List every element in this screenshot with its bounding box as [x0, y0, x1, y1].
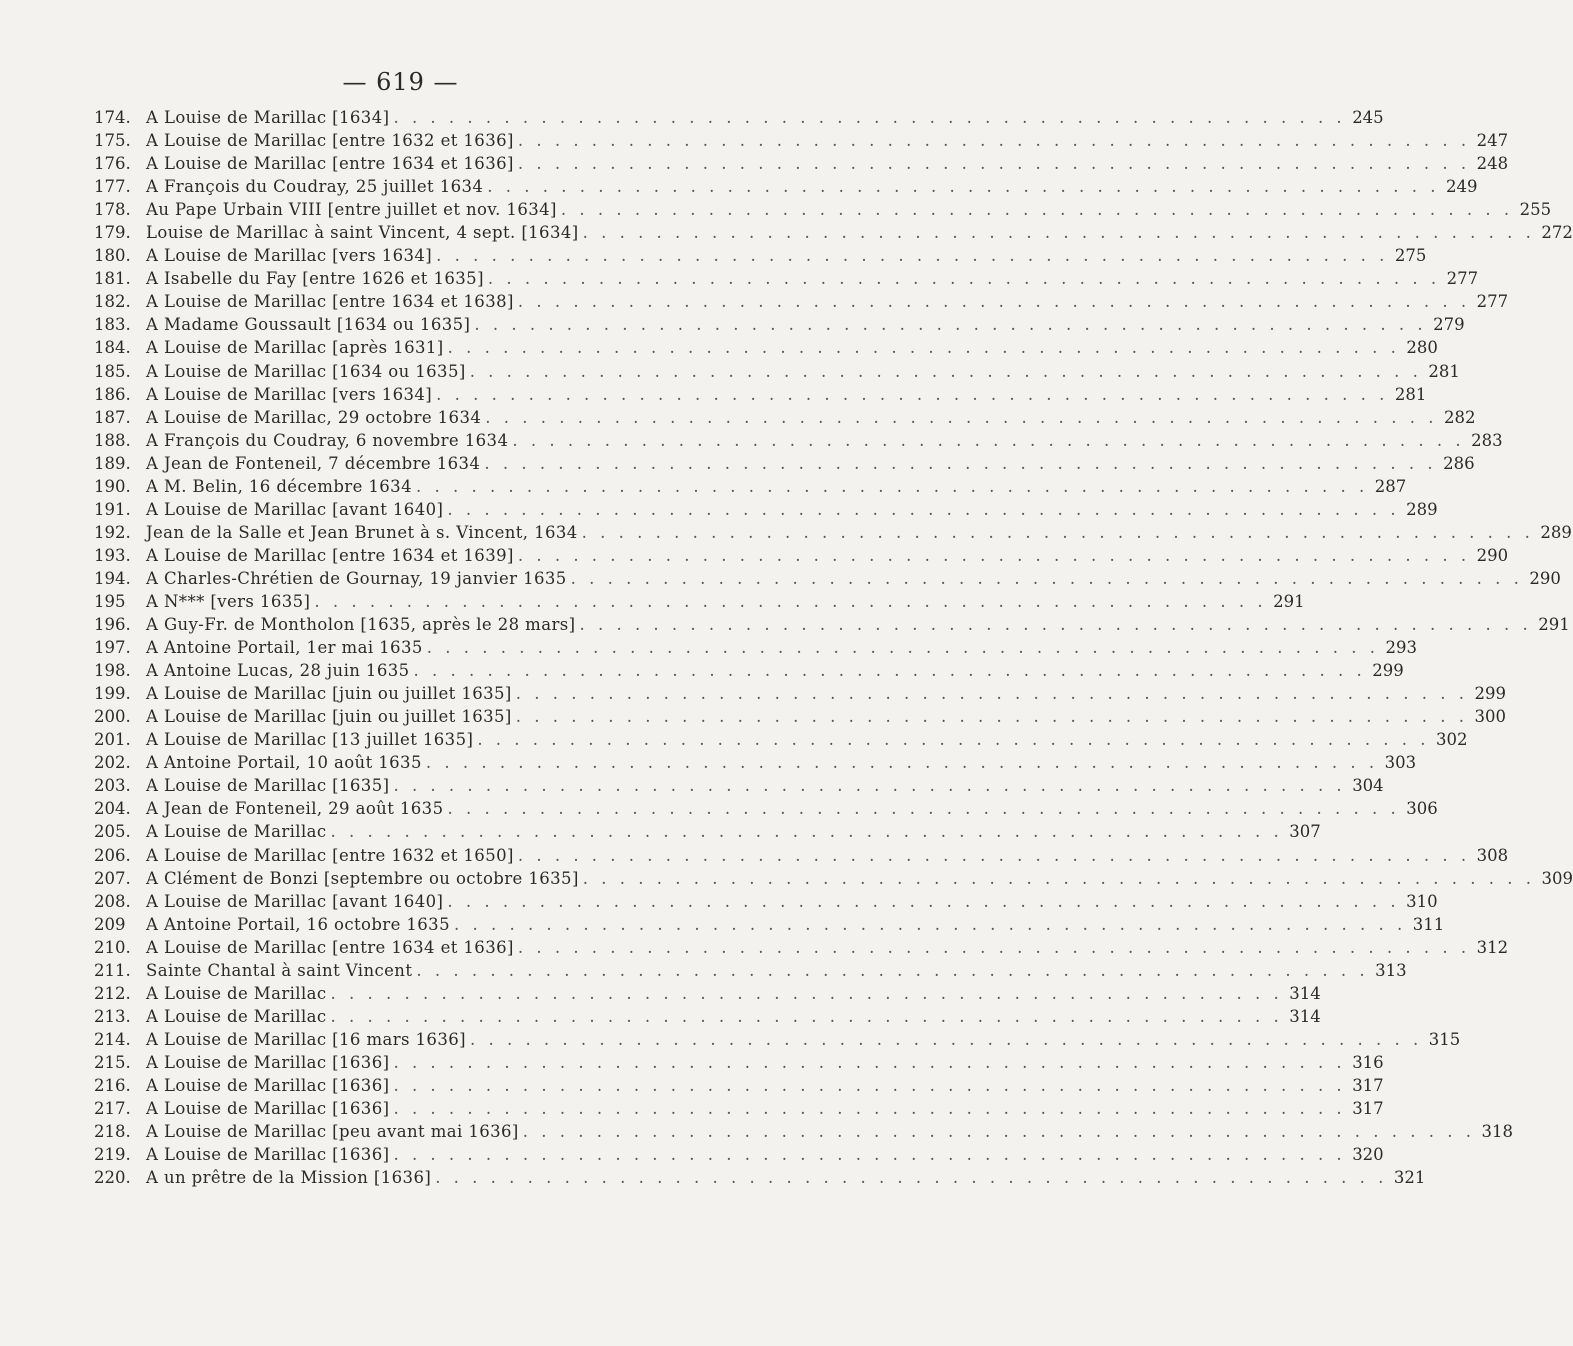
entry-page: 277: [1446, 269, 1479, 289]
toc-entry: [94, 591, 1305, 615]
page-number-header: — 619 —: [342, 68, 459, 96]
dot-leader: [474, 315, 1426, 334]
entry-page: 310: [1406, 891, 1438, 911]
entry-page: 309: [1541, 868, 1573, 888]
entry-title: A Louise de Marillac [1635]: [146, 776, 390, 796]
entry-title: A Louise de Marillac [1636]: [146, 1145, 390, 1165]
entry-number: 213.: [94, 1006, 131, 1026]
dot-leader: [393, 1099, 1345, 1118]
entry-page: 291: [1538, 615, 1570, 635]
toc-entry: [94, 638, 1417, 661]
dot-leader: [488, 269, 1440, 288]
entry-number: 178.: [94, 200, 131, 220]
toc-entry: [94, 822, 1321, 845]
dot-leader: [393, 108, 1345, 127]
entry-page: 300: [1474, 707, 1506, 727]
entry-page: 293: [1385, 638, 1417, 658]
toc-entry: [94, 1099, 1384, 1122]
dot-leader: [516, 707, 1468, 726]
entry-page: 289: [1540, 522, 1572, 542]
entry-number: 175.: [94, 131, 131, 151]
toc-entry: [94, 292, 1509, 315]
dot-leader: [518, 154, 1470, 173]
dot-leader: [518, 938, 1470, 957]
entry-page: 304: [1352, 776, 1384, 796]
dot-leader: [512, 431, 1464, 450]
toc-entry: [94, 1006, 1321, 1030]
entry-title: A Antoine Portail, 1er mai 1635: [146, 638, 423, 658]
toc-entry: [94, 684, 1506, 707]
entry-page: 307: [1289, 822, 1321, 842]
toc-entry: [94, 753, 1417, 776]
entry-page: 272: [1541, 223, 1573, 243]
entry-page: 303: [1384, 753, 1417, 773]
toc-entry: [94, 891, 1438, 915]
entry-title: A Guy-Fr. de Montholon [1635, après le 28 mars]: [146, 615, 576, 635]
toc-entry: [94, 1052, 1384, 1076]
entry-number: 189.: [94, 453, 131, 473]
entry-number: 194.: [94, 568, 131, 588]
dot-leader: [583, 869, 1535, 888]
entry-number: 200.: [94, 707, 131, 727]
dot-leader: [447, 892, 1399, 911]
toc-entry: [94, 269, 1479, 292]
entry-page: 317: [1352, 1099, 1384, 1119]
entry-title: A François du Coudray, 25 juillet 1634: [146, 177, 484, 197]
entry-page: 312: [1476, 937, 1509, 957]
toc-entry: [94, 1168, 1426, 1191]
toc-entry: [94, 937, 1509, 961]
dot-leader: [523, 1122, 1475, 1141]
entry-page: 302: [1436, 730, 1468, 750]
dot-leader: [518, 546, 1470, 565]
entry-title: A Louise de Marillac [vers 1634]: [146, 384, 433, 404]
entry-title: Louise de Marillac à saint Vincent, 4 sept. [1634]: [146, 223, 579, 243]
entry-title: A Jean de Fonteneil, 29 août 1635: [146, 799, 444, 819]
entry-page: 306: [1406, 799, 1438, 819]
dot-leader: [393, 776, 1345, 795]
entry-title: A M. Belin, 16 décembre 1634: [146, 476, 412, 496]
entry-page: 275: [1394, 246, 1427, 266]
entry-number: 179.: [94, 223, 131, 243]
dot-leader: [561, 200, 1513, 219]
entry-page: 248: [1476, 154, 1509, 174]
entry-title: A Isabelle du Fay [entre 1626 et 1635]: [146, 269, 484, 289]
toc-entry: [94, 154, 1509, 177]
entry-number: 218.: [94, 1122, 131, 1142]
dot-leader: [447, 799, 1399, 818]
entry-page: 308: [1476, 845, 1509, 865]
entry-title: A Louise de Marillac [entre 1632 et 1636]: [146, 131, 514, 151]
entry-title: A Antoine Portail, 10 août 1635: [146, 753, 422, 773]
entry-title: A un prêtre de la Mission [1636]: [146, 1168, 432, 1188]
entry-number: 184.: [94, 338, 131, 358]
entry-page: 247: [1476, 131, 1509, 151]
entry-number: 196.: [94, 615, 131, 635]
entry-title: A Antoine Portail, 16 octobre 1635: [146, 914, 450, 934]
toc-entry: [94, 1075, 1384, 1099]
entry-number: 190.: [94, 476, 131, 496]
entry-page: 245: [1352, 108, 1384, 127]
entry-title: A Louise de Marillac [avant 1640]: [146, 499, 444, 519]
toc-entry: [94, 499, 1438, 523]
dot-leader: [470, 1030, 1422, 1049]
toc-entry: [94, 315, 1465, 338]
toc-entry: [94, 131, 1509, 154]
dot-leader: [314, 592, 1266, 611]
entry-page: 321: [1393, 1168, 1426, 1188]
toc-entry: [94, 730, 1468, 753]
entry-title: Sainte Chantal à saint Vincent: [146, 960, 413, 980]
entry-title: A Louise de Marillac [entre 1632 et 1650]: [146, 845, 514, 865]
entry-page: 320: [1352, 1145, 1384, 1165]
entry-number: 182.: [94, 292, 131, 312]
toc-entry: [94, 914, 1445, 938]
dot-leader: [436, 385, 1388, 404]
entry-page: 318: [1481, 1122, 1513, 1142]
entry-number: 183.: [94, 315, 131, 335]
toc-entry: [94, 1145, 1384, 1168]
dot-leader: [447, 500, 1399, 519]
dot-leader: [518, 292, 1470, 311]
entry-title: A N*** [vers 1635]: [146, 591, 311, 611]
entry-number: 205.: [94, 822, 131, 842]
entry-number: 185.: [94, 361, 131, 381]
dot-leader: [516, 684, 1468, 703]
dot-leader: [518, 131, 1470, 150]
entry-title: A Louise de Marillac [13 juillet 1635]: [146, 730, 474, 750]
entry-title: A Louise de Marillac [peu avant mai 1636]: [146, 1122, 519, 1142]
entry-page: 289: [1406, 499, 1438, 519]
dot-leader: [427, 638, 1379, 657]
entry-number: 215.: [94, 1052, 131, 1072]
toc-entry: [94, 430, 1503, 454]
entry-page: 287: [1374, 476, 1407, 496]
toc-entry: [94, 707, 1506, 730]
toc-entry: [94, 615, 1570, 638]
dot-leader: [470, 362, 1422, 381]
toc-entry: [94, 960, 1407, 984]
toc-entry: [94, 223, 1573, 246]
entry-page: 280: [1406, 338, 1438, 358]
entry-number: 192.: [94, 522, 131, 542]
entry-page: 315: [1428, 1029, 1461, 1049]
entry-number: 209: [94, 914, 126, 934]
dot-leader: [579, 615, 1531, 634]
entry-page: 283: [1471, 430, 1503, 450]
entry-page: 314: [1289, 1006, 1321, 1026]
dot-leader: [484, 454, 1436, 473]
entry-number: 204.: [94, 799, 131, 819]
toc-entry: [94, 545, 1509, 569]
entry-page: 279: [1433, 315, 1465, 335]
entry-title: A Louise de Marillac [1636]: [146, 1052, 390, 1072]
entry-number: 202.: [94, 753, 131, 773]
dot-leader: [414, 661, 1366, 680]
dot-leader: [448, 338, 1400, 357]
toc-entry: [94, 568, 1561, 592]
dot-leader: [485, 408, 1437, 427]
entry-title: A Louise de Marillac [16 mars 1636]: [146, 1029, 466, 1049]
dot-leader: [416, 477, 1368, 496]
toc-entry: [94, 1122, 1513, 1145]
entry-title: A Louise de Marillac [1636]: [146, 1075, 390, 1095]
toc-entry: [94, 799, 1438, 822]
entry-page: 311: [1412, 914, 1445, 934]
entry-number: 195: [94, 591, 126, 611]
entry-number: 188.: [94, 430, 131, 450]
entry-title: A Louise de Marillac: [146, 822, 327, 842]
entry-number: 193.: [94, 545, 131, 565]
entry-page: 255: [1519, 200, 1552, 220]
entry-number: 217.: [94, 1099, 131, 1119]
entry-title: A Madame Goussault [1634 ou 1635]: [146, 315, 471, 335]
entry-number: 174.: [94, 108, 131, 127]
entry-number: 181.: [94, 269, 131, 289]
entry-number: 197.: [94, 638, 131, 658]
entry-number: 207.: [94, 868, 131, 888]
dot-leader: [477, 730, 1429, 749]
toc-entry: [94, 845, 1509, 869]
entry-title: Jean de la Salle et Jean Brunet à s. Vincent, 1634: [146, 522, 578, 542]
entry-title: A Louise de Marillac [entre 1634 et 1638]: [146, 292, 514, 312]
entry-title: A Louise de Marillac [entre 1634 et 1636]: [146, 154, 514, 174]
entry-page: 290: [1529, 568, 1561, 588]
dot-leader: [436, 246, 1388, 265]
entry-page: 281: [1428, 361, 1460, 381]
dot-leader: [435, 1168, 1387, 1187]
entry-title: A Louise de Marillac [après 1631]: [146, 338, 444, 358]
toc-entry: [94, 868, 1573, 892]
dot-leader: [416, 961, 1368, 980]
entry-page: 291: [1273, 591, 1305, 611]
entry-number: 208.: [94, 891, 131, 911]
entry-title: A Louise de Marillac [avant 1640]: [146, 891, 444, 911]
entry-number: 186.: [94, 384, 131, 404]
entry-title: A Louise de Marillac [1634 ou 1635]: [146, 361, 466, 381]
toc-entry: [94, 338, 1438, 361]
dot-leader: [393, 1053, 1345, 1072]
toc-entry: [94, 1029, 1461, 1053]
toc-entry: [94, 200, 1552, 223]
entry-number: 177.: [94, 177, 131, 197]
toc-entry: [94, 776, 1384, 799]
toc-entry: [94, 407, 1476, 431]
entry-number: 219.: [94, 1145, 131, 1165]
entry-page: 316: [1352, 1052, 1384, 1072]
entry-number: 198.: [94, 661, 131, 681]
toc-entry: [94, 661, 1404, 684]
entry-title: A Jean de Fonteneil, 7 décembre 1634: [146, 453, 481, 473]
entry-number: 203.: [94, 776, 131, 796]
dot-leader: [582, 523, 1534, 542]
entry-page: 299: [1372, 661, 1404, 681]
entry-title: A Louise de Marillac, 29 octobre 1634: [146, 407, 482, 427]
toc-entry: [94, 108, 1384, 131]
entry-number: 220.: [94, 1168, 131, 1188]
entry-number: 214.: [94, 1029, 131, 1049]
dot-leader: [571, 569, 1523, 588]
entry-number: 187.: [94, 407, 131, 427]
entry-number: 210.: [94, 937, 131, 957]
entry-title: A Louise de Marillac [1636]: [146, 1099, 390, 1119]
dot-leader: [583, 223, 1535, 242]
entry-number: 199.: [94, 684, 131, 704]
entry-number: 191.: [94, 499, 131, 519]
dot-leader: [331, 984, 1283, 1003]
entry-page: 313: [1375, 960, 1407, 980]
entry-title: A Charles-Chrétien de Gournay, 19 janvier 1635: [146, 568, 567, 588]
entry-title: A François du Coudray, 6 novembre 1634: [146, 430, 509, 450]
dot-leader: [518, 846, 1470, 865]
entry-page: 290: [1476, 545, 1509, 565]
toc-entry: [94, 453, 1475, 477]
entry-page: 281: [1394, 384, 1427, 404]
entry-page: 299: [1474, 684, 1506, 704]
entry-page: 277: [1476, 292, 1509, 312]
toc-entry: [94, 476, 1407, 500]
entry-title: A Louise de Marillac [juin ou juillet 1635]: [146, 684, 512, 704]
entry-number: 216.: [94, 1075, 131, 1095]
entry-page: 286: [1443, 453, 1475, 473]
entry-number: 212.: [94, 983, 131, 1003]
entry-number: 180.: [94, 246, 131, 266]
entry-number: 211.: [94, 960, 131, 980]
table-of-contents: [94, 108, 1573, 1191]
dot-leader: [426, 753, 1378, 772]
entry-title: A Louise de Marillac [vers 1634]: [146, 246, 433, 266]
dot-leader: [393, 1076, 1345, 1095]
dot-leader: [331, 822, 1283, 841]
toc-entry: [94, 246, 1427, 269]
dot-leader: [487, 177, 1439, 196]
entry-number: 201.: [94, 730, 131, 750]
toc-entry: [94, 361, 1460, 385]
entry-title: Au Pape Urbain VIII [entre juillet et nov. 1634]: [146, 200, 557, 220]
entry-title: A Louise de Marillac [entre 1634 et 1636]: [146, 937, 514, 957]
dot-leader: [454, 915, 1406, 934]
entry-page: 249: [1446, 177, 1478, 197]
entry-title: A Clément de Bonzi [septembre ou octobre 1635]: [146, 868, 579, 888]
entry-page: 314: [1289, 983, 1321, 1003]
entry-number: 176.: [94, 154, 131, 174]
entry-title: A Louise de Marillac [entre 1634 et 1639]: [146, 545, 514, 565]
toc-entry: [94, 522, 1572, 546]
toc-entry: [94, 177, 1478, 200]
entry-title: A Louise de Marillac [1634]: [146, 108, 390, 127]
dot-leader: [331, 1007, 1283, 1026]
dot-leader: [393, 1145, 1345, 1164]
toc-entry: [94, 983, 1321, 1007]
entry-title: A Antoine Lucas, 28 juin 1635: [146, 661, 410, 681]
entry-title: A Louise de Marillac [juin ou juillet 1635]: [146, 707, 512, 727]
entry-title: A Louise de Marillac: [146, 1006, 327, 1026]
entry-number: 206.: [94, 845, 131, 865]
entry-page: 282: [1444, 407, 1476, 427]
entry-page: 317: [1352, 1075, 1384, 1095]
toc-entry: [94, 384, 1427, 408]
entry-title: A Louise de Marillac: [146, 983, 327, 1003]
